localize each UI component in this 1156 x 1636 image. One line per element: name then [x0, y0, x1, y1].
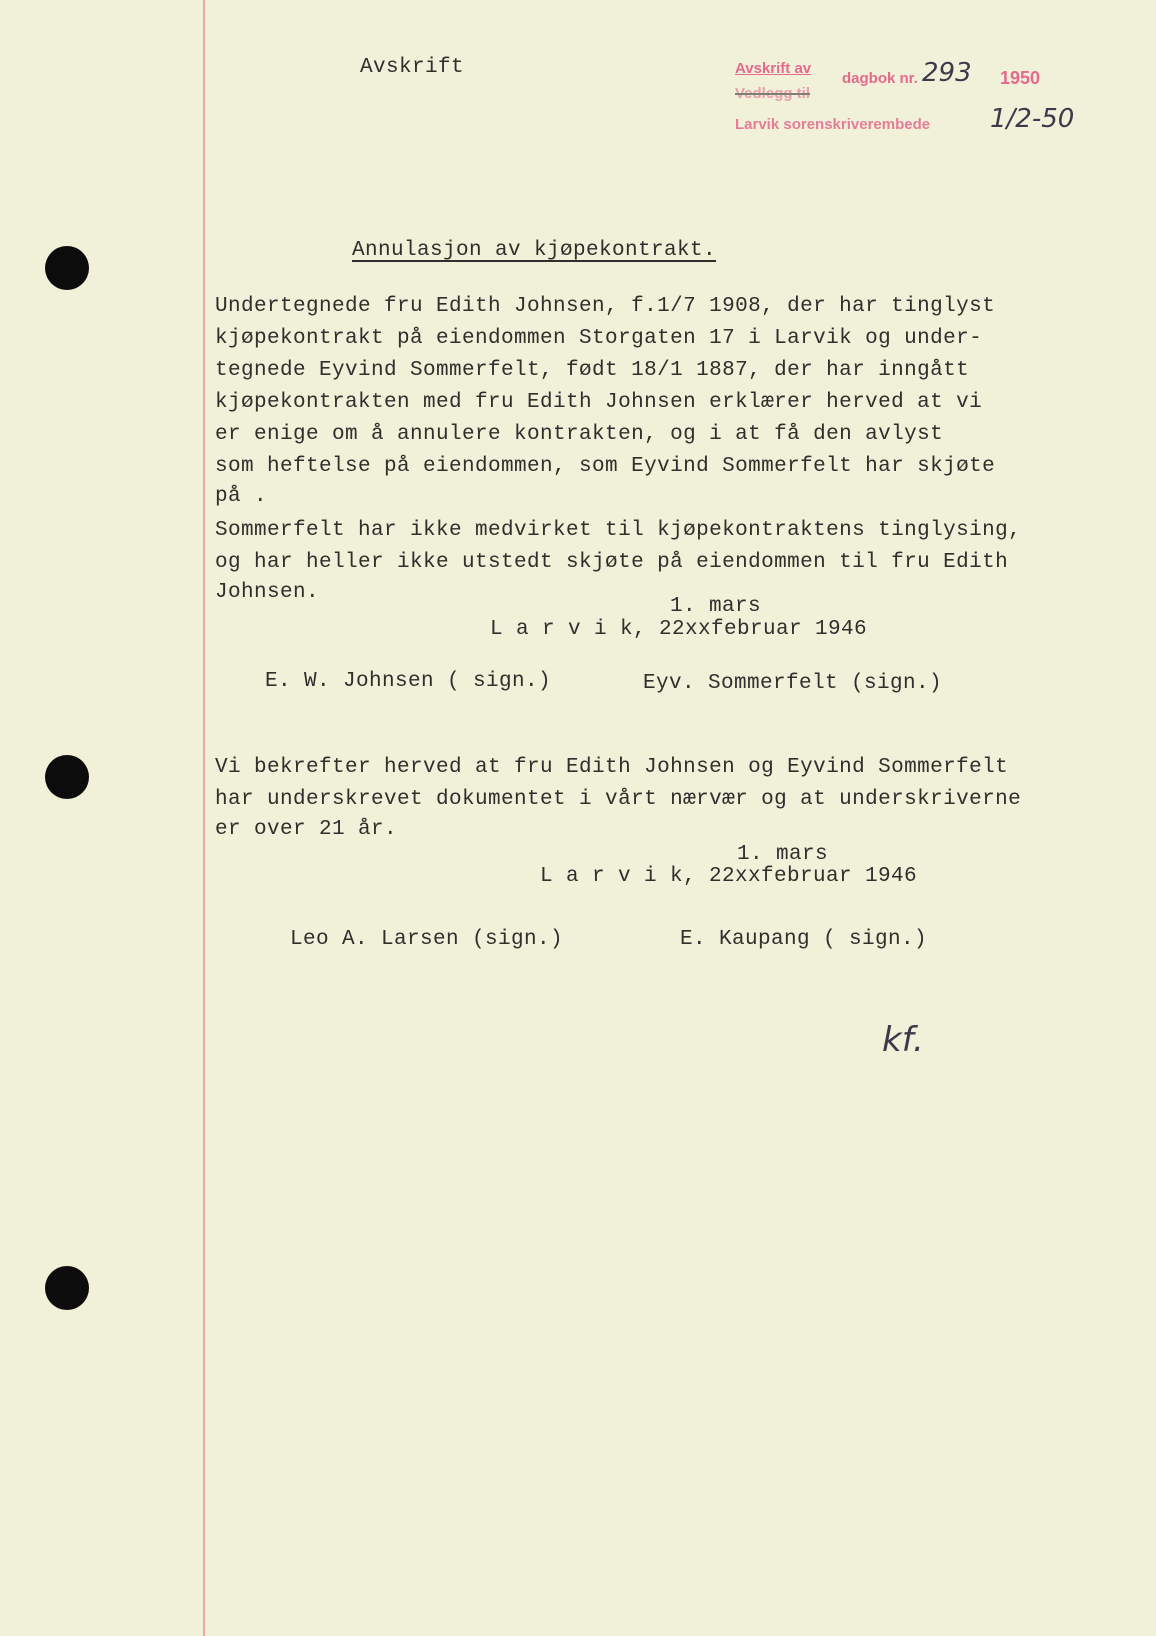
handwritten-initials: kf.	[882, 1020, 924, 1060]
body-line: er over 21 år.	[215, 818, 398, 841]
signature: E. W. Johnsen ( sign.)	[265, 670, 552, 693]
body-line: på .	[215, 485, 268, 508]
signature: E. Kaupang ( sign.)	[680, 928, 928, 951]
stamp-date: 1/2-50	[990, 104, 1075, 134]
signature: Eyv. Sommerfelt (sign.)	[643, 672, 943, 695]
place-date: L a r v i k, 22xxfebruar 1946	[540, 865, 918, 888]
body-line: Sommerfelt har ikke medvirket til kjøpekontraktens tinglysing,	[215, 519, 1022, 542]
place-date: L a r v i k, 22xxfebruar 1946	[490, 618, 868, 641]
punch-hole	[45, 755, 89, 799]
margin-line	[203, 0, 205, 1636]
stamp-office: Larvik sorenskriverembede	[735, 116, 931, 133]
body-line: og har heller ikke utstedt skjøte på eiendommen til fru Edith	[215, 551, 1009, 574]
stamp-dagbok-label: dagbok nr.	[842, 70, 918, 87]
body-line: har underskrevet dokumentet i vårt nærvær og at underskriverne	[215, 788, 1022, 811]
date-correction: 1. mars	[737, 843, 829, 866]
stamp-year: 1950	[1000, 68, 1041, 88]
date-correction: 1. mars	[670, 595, 762, 618]
document-title: Annulasjon av kjøpekontrakt.	[352, 239, 717, 262]
body-line: Vi bekrefter herved at fru Edith Johnsen og Eyvind Sommerfelt	[215, 756, 1009, 779]
stamp-avskrift: Avskrift av	[735, 60, 812, 77]
body-line: er enige om å annulere kontrakten, og i at få den avlyst	[215, 423, 944, 446]
header-avskrift: Avskrift	[360, 56, 465, 79]
signature: Leo A. Larsen (sign.)	[290, 928, 564, 951]
body-line: Undertegnede fru Edith Johnsen, f.1/7 1908, der har tinglyst	[215, 295, 996, 318]
dagbok-number: 293	[922, 58, 972, 88]
body-line: kjøpekontrakt på eiendommen Storgaten 17 i Larvik og under-	[215, 327, 983, 350]
punch-hole	[45, 246, 89, 290]
body-line: kjøpekontrakten med fru Edith Johnsen erklærer herved at vi	[215, 391, 983, 414]
body-line: som heftelse på eiendommen, som Eyvind Sommerfelt har skjøte	[215, 455, 996, 478]
stamp-vedlegg: Vedlegg til	[735, 85, 811, 102]
punch-hole	[45, 1266, 89, 1310]
body-line: tegnede Eyvind Sommerfelt, født 18/1 1887, der har inngått	[215, 359, 970, 382]
body-line: Johnsen.	[215, 581, 320, 604]
